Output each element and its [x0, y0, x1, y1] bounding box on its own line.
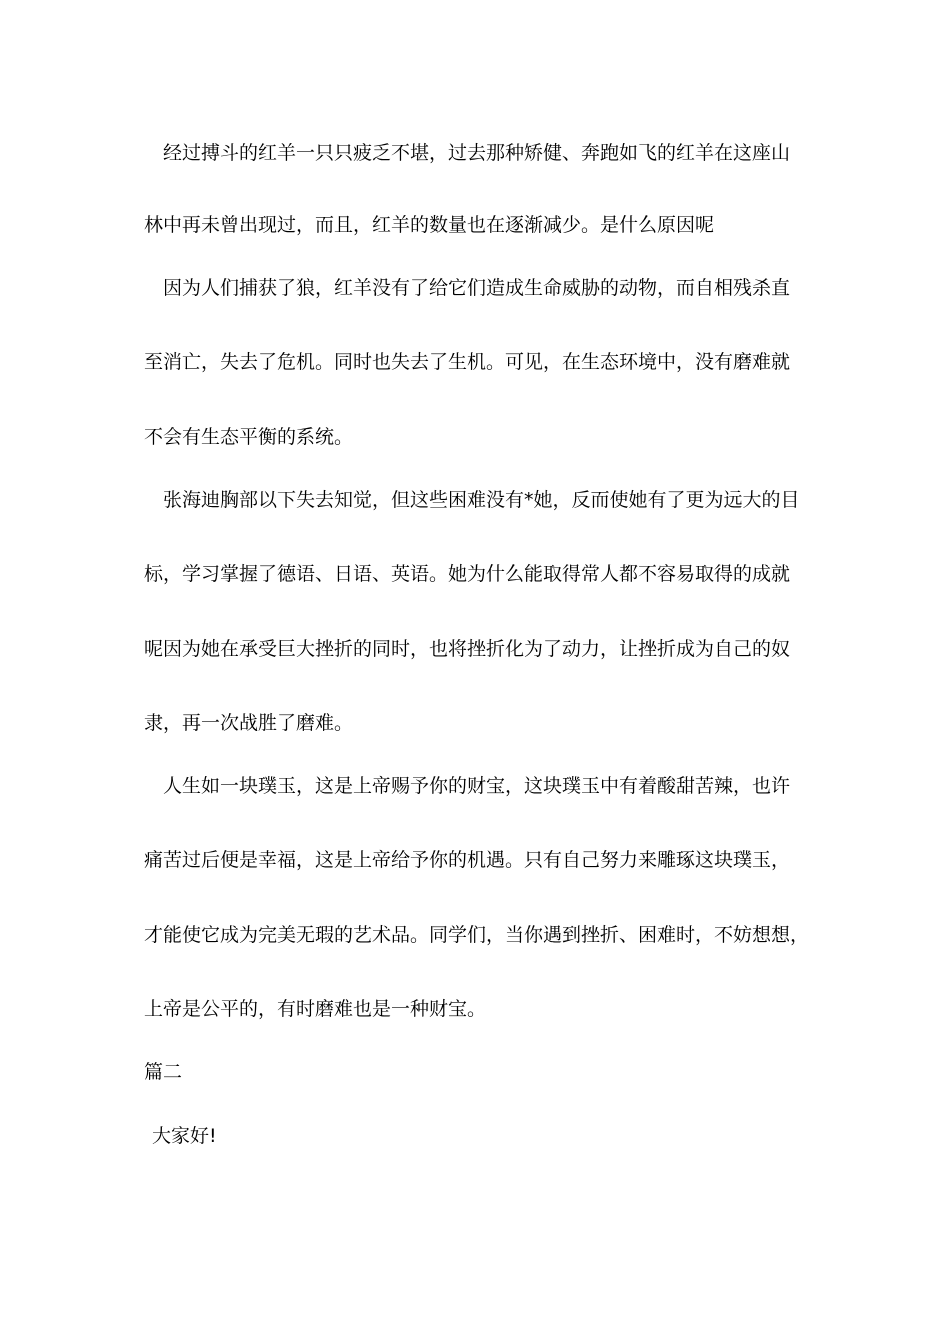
paragraph-3-line-2: 标，学习掌握了德语、日语、英语。她为什么能取得常人都不容易取得的成就 [144, 563, 791, 585]
greeting-line: 大家好! [152, 1125, 217, 1147]
paragraph-4-line-4: 上帝是公平的，有时磨难也是一种财宝。 [144, 998, 487, 1020]
paragraph-3-line-1: 张海迪胸部以下失去知觉，但这些困难没有*她，反而使她有了更为远大的目 [163, 489, 800, 511]
paragraph-2-line-1: 因为人们捕获了狼，红羊没有了给它们造成生命威胁的动物，而自相残杀直 [163, 277, 791, 299]
paragraph-4-line-2: 痛苦过后便是幸福，这是上帝给予你的机遇。只有自己努力来雕琢这块璞玉， [144, 849, 791, 871]
paragraph-3-line-4: 隶，再一次战胜了磨难。 [144, 712, 354, 734]
paragraph-2-line-3: 不会有生态平衡的系统。 [144, 426, 354, 448]
paragraph-2-line-2: 至消亡，失去了危机。同时也失去了生机。可见，在生态环境中，没有磨难就 [144, 351, 791, 373]
paragraph-4-line-3: 才能使它成为完美无瑕的艺术品。同学们，当你遇到挫折、困难时，不妨想想， [144, 924, 810, 946]
paragraph-3-line-3: 呢因为她在承受巨大挫折的同时，也将挫折化为了动力，让挫折成为自己的奴 [144, 638, 791, 660]
paragraph-4-line-1: 人生如一块璞玉，这是上帝赐予你的财宝，这块璞玉中有着酸甜苦辣，也许 [163, 775, 791, 797]
paragraph-1-line-2: 林中再未曾出现过，而且，红羊的数量也在逐渐减少。是什么原因呢 [144, 214, 715, 236]
paragraph-1-line-1: 经过搏斗的红羊一只只疲乏不堪，过去那种矫健、奔跑如飞的红羊在这座山 [163, 142, 791, 164]
section-heading: 篇二 [144, 1061, 183, 1083]
